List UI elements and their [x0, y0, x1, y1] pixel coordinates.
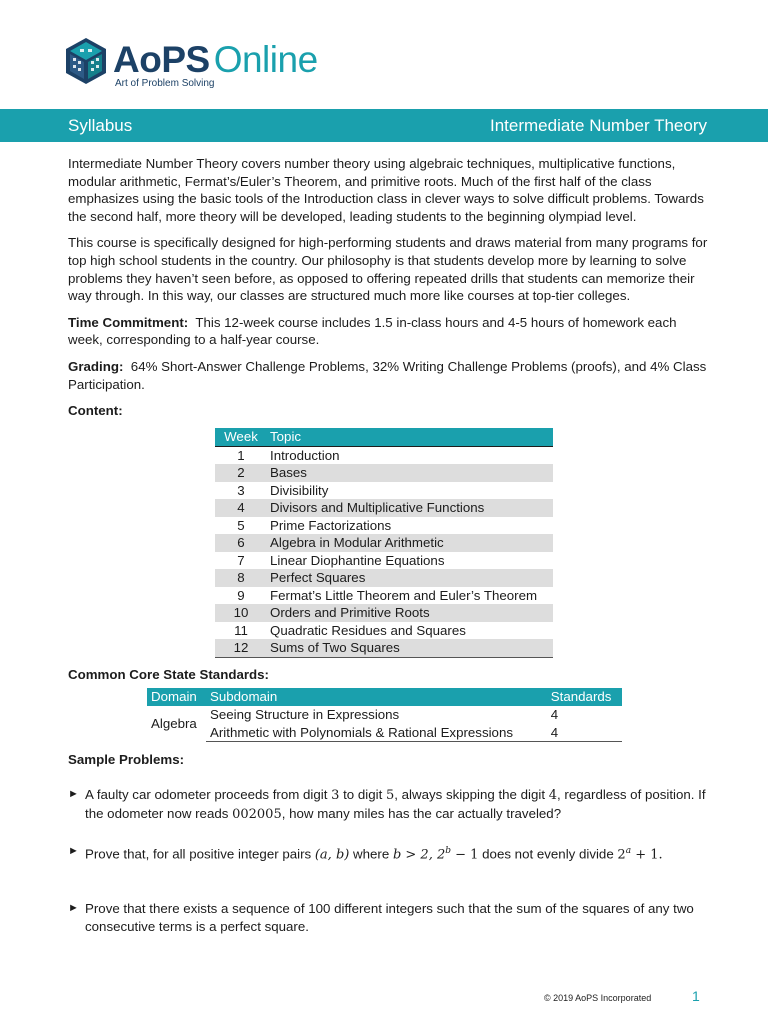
math-superscript: b: [445, 846, 452, 857]
footer-copyright: © 2019 AoPS Incorporated: [544, 993, 652, 1003]
sample-problem-3: [68, 900, 708, 935]
week-cell: 2: [215, 464, 267, 482]
table-row: [215, 464, 553, 482]
problem-text: A faulty car odometer proceeds from digit: [85, 786, 332, 802]
problem-text: Prove that there exists a sequence of 100 different integers such that the sum of the squares of any two consecutive terms is a perfect square.: [85, 901, 694, 934]
ccss-label: Common Core State Standards:: [68, 666, 269, 682]
topic-cell: Introduction: [270, 447, 340, 463]
math-inline: 4: [548, 787, 558, 803]
table-row: [215, 587, 553, 605]
syllabus-body: [68, 155, 708, 935]
week-cell: 10: [215, 604, 267, 622]
brand-name-light: Online: [213, 39, 318, 80]
brand-tagline: Art of Problem Solving: [115, 78, 215, 89]
week-cell: 5: [237, 517, 245, 533]
week-header: Week: [215, 428, 267, 447]
course-title: Intermediate Number Theory: [489, 116, 707, 135]
week-cell: 3: [237, 482, 245, 498]
problem-text: , always skipping the digit: [394, 786, 549, 802]
domain-header: Domain: [147, 688, 206, 706]
table-row: [215, 446, 553, 464]
topic-cell: Quadratic Residues and Squares: [270, 622, 466, 638]
math-inline: b > 2, 2: [392, 847, 446, 863]
grading-text: 64% Short-Answer Challenge Problems, 32% Writing Challenge Problems (proofs), and 4% Class Participation.: [68, 358, 707, 392]
math-inline: 3: [331, 787, 340, 803]
table-row: [147, 724, 622, 742]
topic-cell: Perfect Squares: [267, 569, 553, 587]
intro-paragraph-1: Intermediate Number Theory covers number theory using algebraic techniques, multiplicative functions, modular arithmetic, Fermat’s/Euler’s Theorem, and primitive roots. Much of the first half of the class emphasizes using the basic tools of the Introduction class in clever ways to solve difficult problems. Towards the second half, more theory will be developed, leading students to the beginning olympiad level.: [68, 156, 704, 224]
table-row: [215, 569, 553, 587]
topic-header: Topic: [267, 428, 553, 447]
time-commitment-text: This 12-week course includes 1.5 in-class hours and 4-5 hours of homework each week, corresponding to a half-year course.: [68, 314, 677, 348]
topic-cell: Fermat’s Little Theorem and Euler’s Theorem: [270, 587, 538, 603]
topic-cell: Bases: [267, 464, 553, 482]
week-cell: 11: [234, 622, 248, 638]
week-cell: 4: [215, 499, 267, 517]
problem-text: where: [349, 846, 393, 862]
problem-text: to digit: [339, 786, 386, 802]
math-inline: − 1: [451, 847, 479, 863]
brand-name-bold: AoPS: [113, 39, 210, 80]
table-row: [215, 517, 553, 535]
table-row: [215, 604, 553, 622]
table-row: [215, 622, 553, 640]
topic-cell: Prime Factorizations: [270, 517, 392, 533]
sample-problem-2: [68, 843, 708, 864]
subdomain-header: Subdomain: [206, 688, 547, 706]
topic-cell: Algebra in Modular Arithmetic: [267, 534, 553, 552]
table-row: [215, 499, 553, 517]
math-inline: + 1.: [631, 847, 663, 863]
math-superscript: a: [625, 846, 632, 857]
table-row: [215, 639, 553, 657]
grading: [68, 358, 708, 393]
grading-label: Grading:: [68, 358, 124, 374]
topic-cell: Sums of Two Squares: [267, 639, 553, 657]
bullet-arrow-icon: ►: [68, 845, 79, 858]
aops-cube-logo-icon: [66, 38, 106, 84]
week-cell: 6: [215, 534, 267, 552]
time-commitment: [68, 314, 708, 349]
standards-cell: 4: [547, 724, 622, 742]
content-table: [215, 428, 553, 658]
topic-cell: Divisibility: [270, 482, 329, 498]
week-cell: 9: [237, 587, 245, 603]
table-row: [215, 534, 553, 552]
title-band: [0, 109, 768, 142]
problem-text: , regardless of position. If the odometer now reads: [85, 786, 706, 821]
problem-text: does not evenly divide: [478, 846, 618, 862]
page-number: 1: [692, 988, 700, 1004]
math-inline: 002005: [232, 806, 282, 822]
week-cell: 7: [237, 552, 245, 568]
content-label: Content:: [68, 403, 123, 419]
subdomain-cell: Seeing Structure in Expressions: [210, 707, 400, 723]
topic-cell: Linear Diophantine Equations: [270, 552, 445, 568]
band-left-title: Syllabus: [68, 116, 133, 135]
brand-wordmark: [113, 38, 318, 82]
week-cell: 12: [215, 639, 267, 657]
domain-cell: Algebra: [151, 716, 197, 732]
problem-text: Prove that, for all positive integer pairs: [85, 846, 315, 862]
sample-problem-1: [68, 786, 708, 823]
table-row: [215, 482, 553, 500]
week-cell: 8: [215, 569, 267, 587]
table-row: [147, 706, 622, 724]
time-commitment-label: Time Commitment:: [68, 314, 189, 330]
subdomain-cell: Arithmetic with Polynomials & Rational Expressions: [206, 724, 547, 742]
intro-paragraph-2: This course is specifically designed for high-performing students and draws material from many programs for top high school students in the country. Our philosophy is that students develop more by learning to solve problems they haven’t seen before, as opposed to offering repeated drills that students can memorize their way through. In this way, our classes are structured much more like courses at top-tier colleges.: [68, 235, 708, 304]
standards-cell: 4: [550, 707, 559, 723]
table-row: [215, 552, 553, 570]
bullet-arrow-icon: ►: [68, 787, 79, 800]
topic-cell: Orders and Primitive Roots: [267, 604, 553, 622]
math-inline: 5: [385, 787, 395, 803]
bullet-arrow-icon: ►: [68, 902, 79, 915]
ccss-table: [147, 688, 622, 742]
math-inline: 2: [617, 847, 626, 863]
week-cell: 1: [237, 447, 245, 463]
problem-text: , how many miles has the car actually traveled?: [281, 805, 562, 821]
page-header: [0, 0, 768, 108]
topic-cell: Divisors and Multiplicative Functions: [267, 499, 553, 517]
sample-problems-label: Sample Problems:: [68, 752, 185, 768]
math-inline: (a, b): [314, 847, 350, 863]
standards-header: Standards: [547, 688, 622, 706]
